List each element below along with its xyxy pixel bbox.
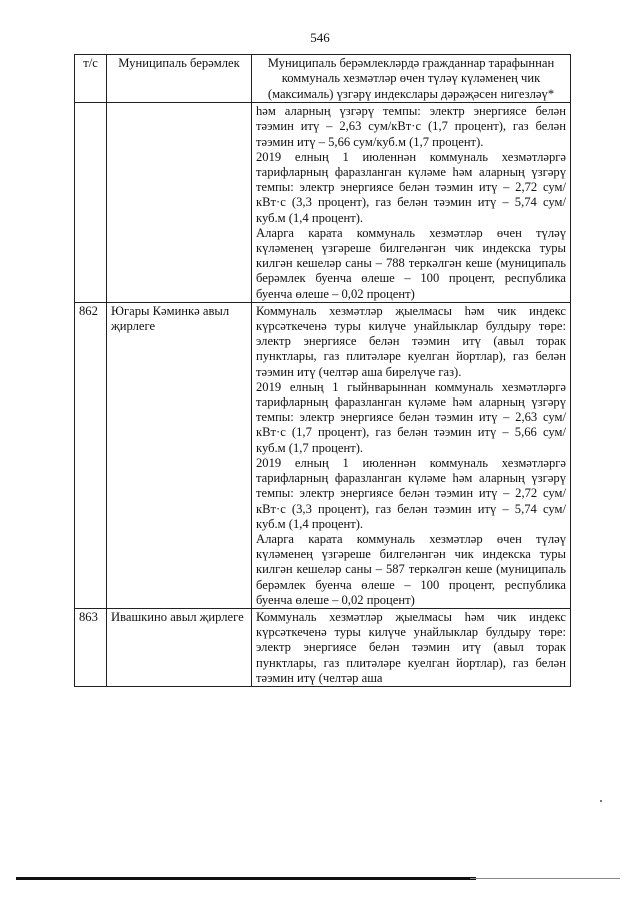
municipality-name: Югары Кәминкә авыл җирлеге	[107, 302, 252, 608]
justification-paragraph: 2019 елның 1 гыйнварыннан коммуналь хезмәтләргә тарифларның фаразланган күләме һәм аларның үзгәрү темпы: электр энергиясе белән тәэмин итү – 2,63 сум/кВт·с (1,7 процент), газ белән тәэмин итү – 5,66 сум/куб.м (1,7 процент).	[256, 379, 566, 455]
table-header	[75, 55, 571, 103]
table-row	[75, 608, 571, 686]
row-number	[75, 103, 107, 303]
header-municipality: Муниципаль берәмлек	[107, 55, 252, 103]
table-body	[75, 103, 571, 687]
justification-cell	[252, 103, 571, 303]
header-justification: Муниципаль берәмлекләрдә гражданнар тарафыннан коммуналь хезмәтләр өчен түләү күләменең чик (максималь) үзгәрү индекслары дәрәҗәсен нигезләү*	[252, 55, 571, 103]
justification-paragraph: һәм аларның үзгәрү темпы: электр энергиясе белән тәэмин итү – 2,63 сум/кВт·с (1,7 процент), газ белән тәэмин итү – 5,66 сум/куб.м (1,7 процент).	[256, 104, 566, 149]
page-number: 546	[310, 30, 330, 45]
municipality-name: Ивашкино авыл җирлеге	[107, 608, 252, 686]
row-number: 863	[75, 608, 107, 686]
tariff-table	[74, 54, 571, 687]
table-row	[75, 103, 571, 303]
header-number: т/с	[75, 55, 107, 103]
justification-paragraph: 2019 елның 1 июленнән коммуналь хезмәтләргә тарифларның фаразланган күләме һәм аларның үзгәрү темпы: электр энергиясе белән тәэмин итү – 2,72 сум/кВт·с (3,3 процент), газ белән тәэмин итү – 5,74 сум/куб.м (1,4 процент).	[256, 149, 566, 225]
row-number: 862	[75, 302, 107, 608]
justification-paragraph: Коммуналь хезмәтләр җыелмасы һәм чик индекс күрсәткеченә туры килүче унайлыклар булдыру төре: электр энергиясе белән тәэмин итү (авыл торак пунктлары, газ плитәләре куелган йортлар), газ белән тәэмин итү (челтәр аша	[256, 609, 566, 685]
justification-paragraph: 2019 елның 1 июленнән коммуналь хезмәтләргә тарифларның фаразланган күләме һәм аларның үзгәрү темпы: электр энергиясе белән тәэмин итү – 2,72 сум/кВт·с (3,3 процент), газ белән тәэмин итү – 5,74 сум/куб.м (1,4 процент).	[256, 455, 566, 531]
table-row	[75, 302, 571, 608]
justification-paragraph: Аларга карата коммуналь хезмәтләр өчен түләү күләменең үзгәреше билгеләнгән чик индекска туры килгән кешеләр саны – 788 теркәлгән кеше (муниципаль берәмлек буенча өлеше – 100 процент, республика буенча өлеше – 0,02 процент)	[256, 225, 566, 301]
justification-cell	[252, 608, 571, 686]
justification-paragraph: Аларга карата коммуналь хезмәтләр өчен түләү күләменең үзгәреше билгеләнгән чик индекска туры килгән кешеләр саны – 587 теркәлгән кеше (муниципаль берәмлек буенча өлеше – 100 процент, республика буенча өлеше – 0,02 процент)	[256, 531, 566, 607]
scan-bottom-line	[16, 877, 476, 880]
municipality-name	[107, 103, 252, 303]
scan-bottom-line-thin	[470, 878, 620, 879]
justification-cell	[252, 302, 571, 608]
scan-speck	[600, 800, 602, 802]
justification-paragraph: Коммуналь хезмәтләр җыелмасы һәм чик индекс күрсәткеченә туры килүче унайлыклар булдыру төре: электр энергиясе белән тәэмин итү (авыл торак пунктлары, газ плитәләре куелган йортлар), газ белән тәэмин итү (челтәр аша бирелүче газ).	[256, 303, 566, 379]
